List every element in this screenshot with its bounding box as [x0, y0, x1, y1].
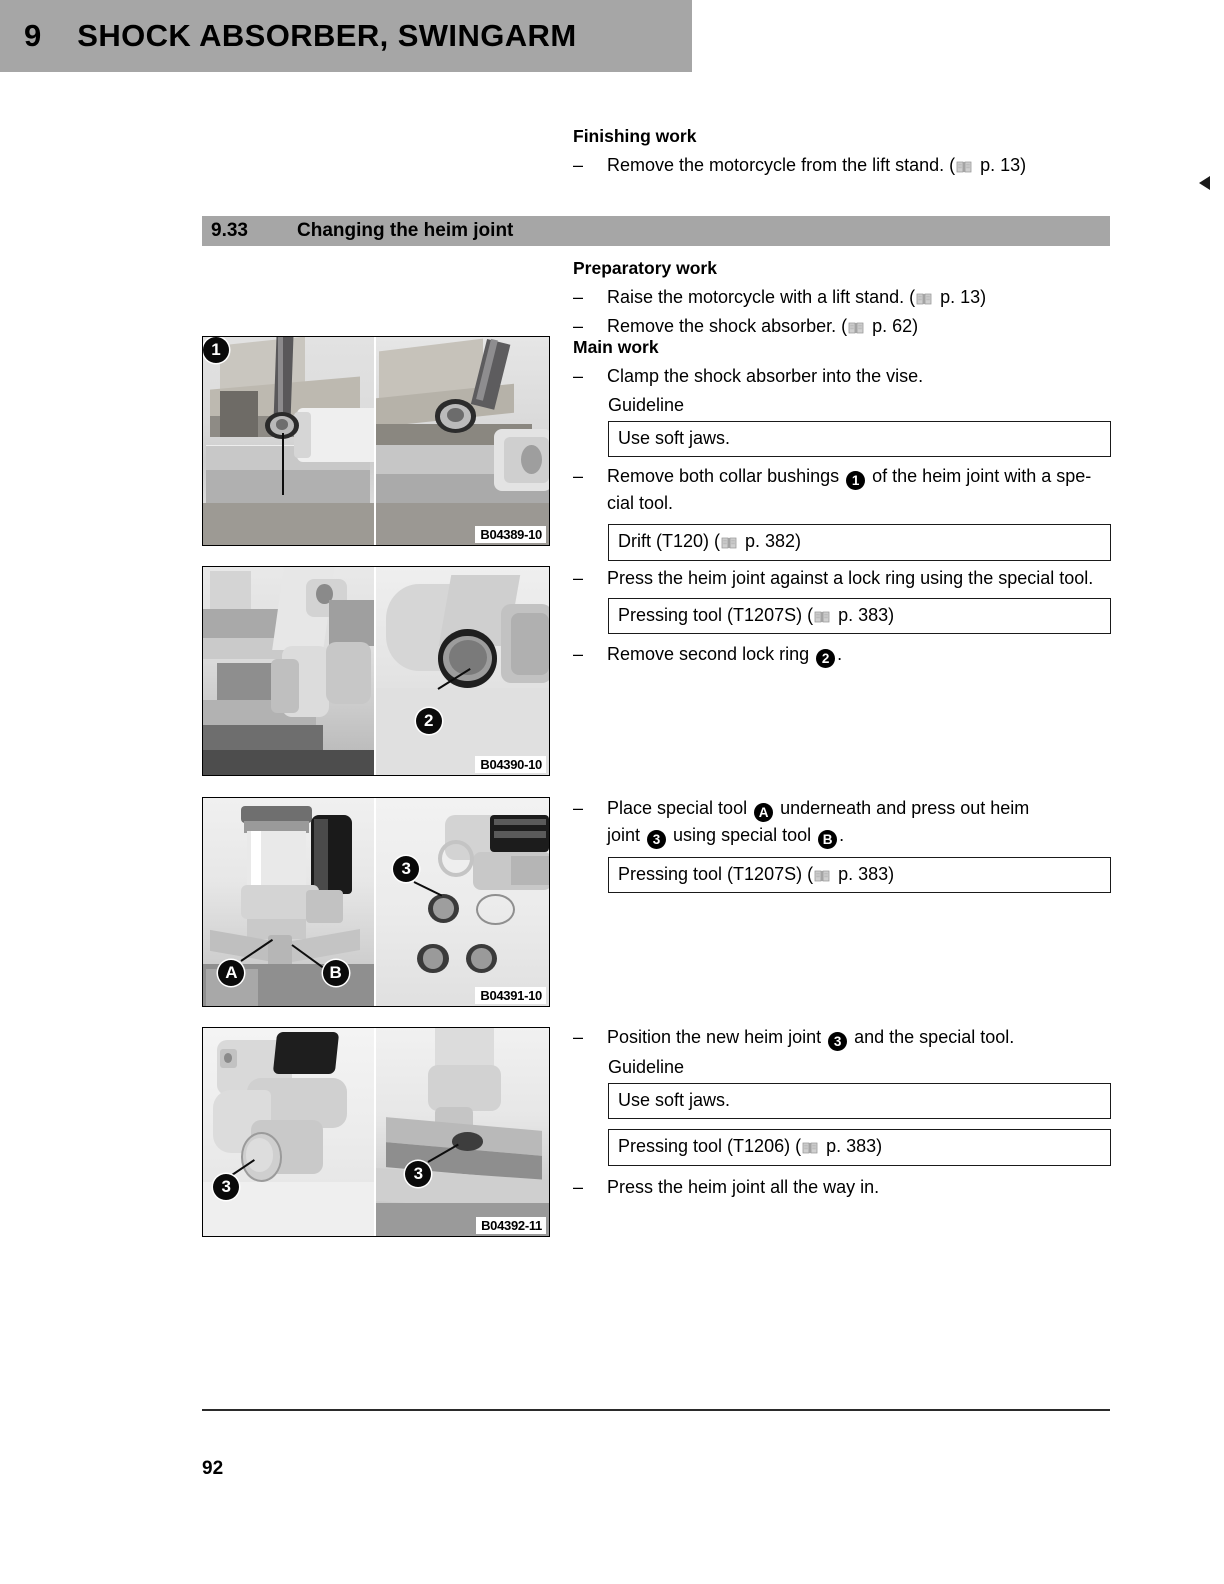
figure-callout-2: 2: [416, 708, 442, 734]
main-step-7-text: Press the heim joint all the way in.: [607, 1176, 880, 1197]
spec3-ref: p. 383): [833, 864, 895, 884]
book-reference-icon: [848, 321, 864, 334]
preparatory-item-1: [573, 284, 1113, 310]
step5-tail: .: [839, 825, 845, 845]
book-reference-icon: [721, 536, 737, 549]
finishing-item-lead: Remove the motorcycle from the lift stand. (: [607, 154, 956, 175]
bullet-dash: –: [573, 365, 584, 386]
callout-b: B: [818, 830, 837, 849]
footer-divider: [202, 1409, 1110, 1411]
callout-3: 3: [828, 1032, 847, 1051]
preparatory-work-title: Preparatory work: [573, 258, 717, 278]
finishing-work-title: Finishing work: [573, 126, 697, 146]
spec3-lead: Pressing tool (T1207S) (: [618, 864, 814, 884]
figure-collar-bushings: [202, 336, 550, 546]
step2-mid: of the heim joint with a spe-: [867, 466, 1092, 487]
step5-mid2: joint: [607, 825, 646, 845]
page-number: 92: [202, 1458, 224, 1479]
book-reference-icon: [916, 292, 932, 305]
bullet-dash: –: [573, 1176, 584, 1197]
figure-position-new-heim-joint: [202, 1027, 550, 1237]
main-step-4-text: [607, 641, 1113, 668]
finishing-work-item: [573, 152, 1113, 178]
preparatory-work-block: [573, 257, 1113, 342]
figure-2-left-photo: [203, 567, 376, 775]
main-step-6-text: [607, 1024, 1113, 1051]
step5-lead: Place special tool: [607, 798, 753, 818]
spec4-lead: Pressing tool (T1206) (: [618, 1136, 802, 1157]
figure-press-out-heim-joint: [202, 797, 550, 1007]
figure-callout-3: 3: [213, 1174, 239, 1200]
step2-tail: cial tool.: [607, 493, 674, 514]
figure-1-left-photo: [203, 337, 376, 545]
main-step-1: [573, 363, 1113, 389]
book-reference-icon: [802, 1141, 818, 1154]
main-work-title: Main work: [573, 337, 659, 357]
figure-callout-3: 3: [393, 856, 419, 882]
main-step-4: [573, 641, 1113, 668]
spec-box-pressing-tool-1: [608, 598, 1111, 634]
main-step-5-text: [607, 795, 1113, 849]
figure-callout-a: A: [218, 960, 244, 986]
figure-code: B04389-10: [475, 526, 546, 543]
bullet-dash: –: [573, 466, 584, 487]
step4-tail: .: [837, 644, 843, 665]
spec-box-pressing-tool-3: [608, 1129, 1111, 1165]
figure-3-left-photo: [203, 798, 376, 1006]
preparatory-item-2-text: [607, 313, 1113, 339]
step5-mid3: using special tool: [668, 825, 817, 845]
step6-tail: and the special tool.: [849, 1027, 1015, 1047]
figure-callout-3: 3: [405, 1161, 431, 1187]
figure-2-right-photo: [376, 567, 549, 775]
figure-4-right-photo: [376, 1028, 549, 1236]
bullet-dash: –: [573, 644, 584, 665]
bullet-dash: –: [573, 1027, 584, 1047]
main-work-block-4: [573, 1024, 1113, 1203]
chapter-title: SHOCK ABSORBER, SWINGARM: [77, 18, 577, 53]
main-step-3: [573, 565, 1113, 591]
spec-box-pressing-tool-2: [608, 857, 1111, 893]
bullet-dash: –: [573, 798, 584, 818]
spec1-lead: Drift (T120) (: [618, 531, 721, 552]
chapter-number: 9: [24, 18, 42, 53]
book-reference-icon: [814, 869, 830, 882]
spec4-ref: p. 383): [821, 1136, 883, 1157]
figure-code: B04391-10: [475, 987, 546, 1004]
main-step-2: [573, 463, 1113, 516]
bullet-dash: –: [573, 568, 584, 588]
guideline-label-1: Guideline: [608, 394, 685, 415]
bullet-dash: –: [573, 154, 584, 175]
main-work-block-2: [573, 565, 1113, 671]
bullet-dash: –: [573, 315, 584, 336]
guideline-box-1: Use soft jaws.: [608, 421, 1111, 457]
figure-code: B04392-11: [476, 1217, 546, 1234]
callout-1: 1: [846, 471, 865, 490]
main-step-6: [573, 1024, 1113, 1051]
prep-item2-lead: Remove the shock absorber. (: [607, 315, 848, 336]
bullet-dash: –: [573, 286, 584, 307]
callout-3: 3: [647, 830, 666, 849]
section-number: 9.33: [211, 220, 248, 241]
figure-1-right-photo: [376, 337, 549, 545]
finishing-item-ref: p. 13): [975, 154, 1027, 175]
main-work-block-3: [573, 795, 1113, 899]
book-reference-icon: [814, 610, 830, 623]
step6-lead: Position the new heim joint: [607, 1027, 827, 1047]
finishing-work-block: [573, 125, 1113, 181]
callout-2: 2: [816, 649, 835, 668]
main-step-3-text: Press the heim joint against a lock ring using the special tool.: [607, 568, 1094, 588]
section-title: Changing the heim joint: [297, 220, 514, 241]
book-reference-icon: [956, 160, 972, 173]
main-step-1-text: Clamp the shock absorber into the vise.: [607, 365, 924, 386]
page-running-header: [0, 0, 692, 72]
main-step-7: [573, 1174, 1113, 1200]
preparatory-item-2: [573, 313, 1113, 339]
prep-item1-ref: p. 13): [935, 286, 987, 307]
step5-mid1: underneath and press out heim: [775, 798, 1030, 818]
guideline-box-2: Use soft jaws.: [608, 1083, 1111, 1119]
guideline-label-2: Guideline: [608, 1057, 685, 1077]
figure-code: B04390-10: [475, 756, 546, 773]
spec2-ref: p. 383): [833, 605, 895, 626]
step4-lead: Remove second lock ring: [607, 644, 815, 665]
preparatory-item-1-text: [607, 284, 1113, 310]
callout-a: A: [754, 803, 773, 822]
step2-lead: Remove both collar bushings: [607, 466, 845, 487]
figure-3-right-photo: [376, 798, 549, 1006]
figure-lock-ring: [202, 566, 550, 776]
main-work-block: [573, 336, 1113, 567]
main-step-2-text: [607, 463, 1113, 516]
spec2-lead: Pressing tool (T1207S) (: [618, 605, 814, 626]
main-step-5: [573, 795, 1113, 849]
figure-callout-1: 1: [203, 337, 229, 363]
section-heading-bar: [202, 216, 1110, 246]
finishing-work-item-text: [607, 152, 1113, 178]
figure-callout-b: B: [323, 960, 349, 986]
page-edge-marker-icon: [1199, 176, 1210, 190]
spec-box-drift: [608, 524, 1111, 560]
spec1-ref: p. 382): [740, 531, 802, 552]
prep-item2-ref: p. 62): [867, 315, 919, 336]
figure-4-left-photo: [203, 1028, 376, 1236]
prep-item1-lead: Raise the motorcycle with a lift stand. (: [607, 286, 916, 307]
